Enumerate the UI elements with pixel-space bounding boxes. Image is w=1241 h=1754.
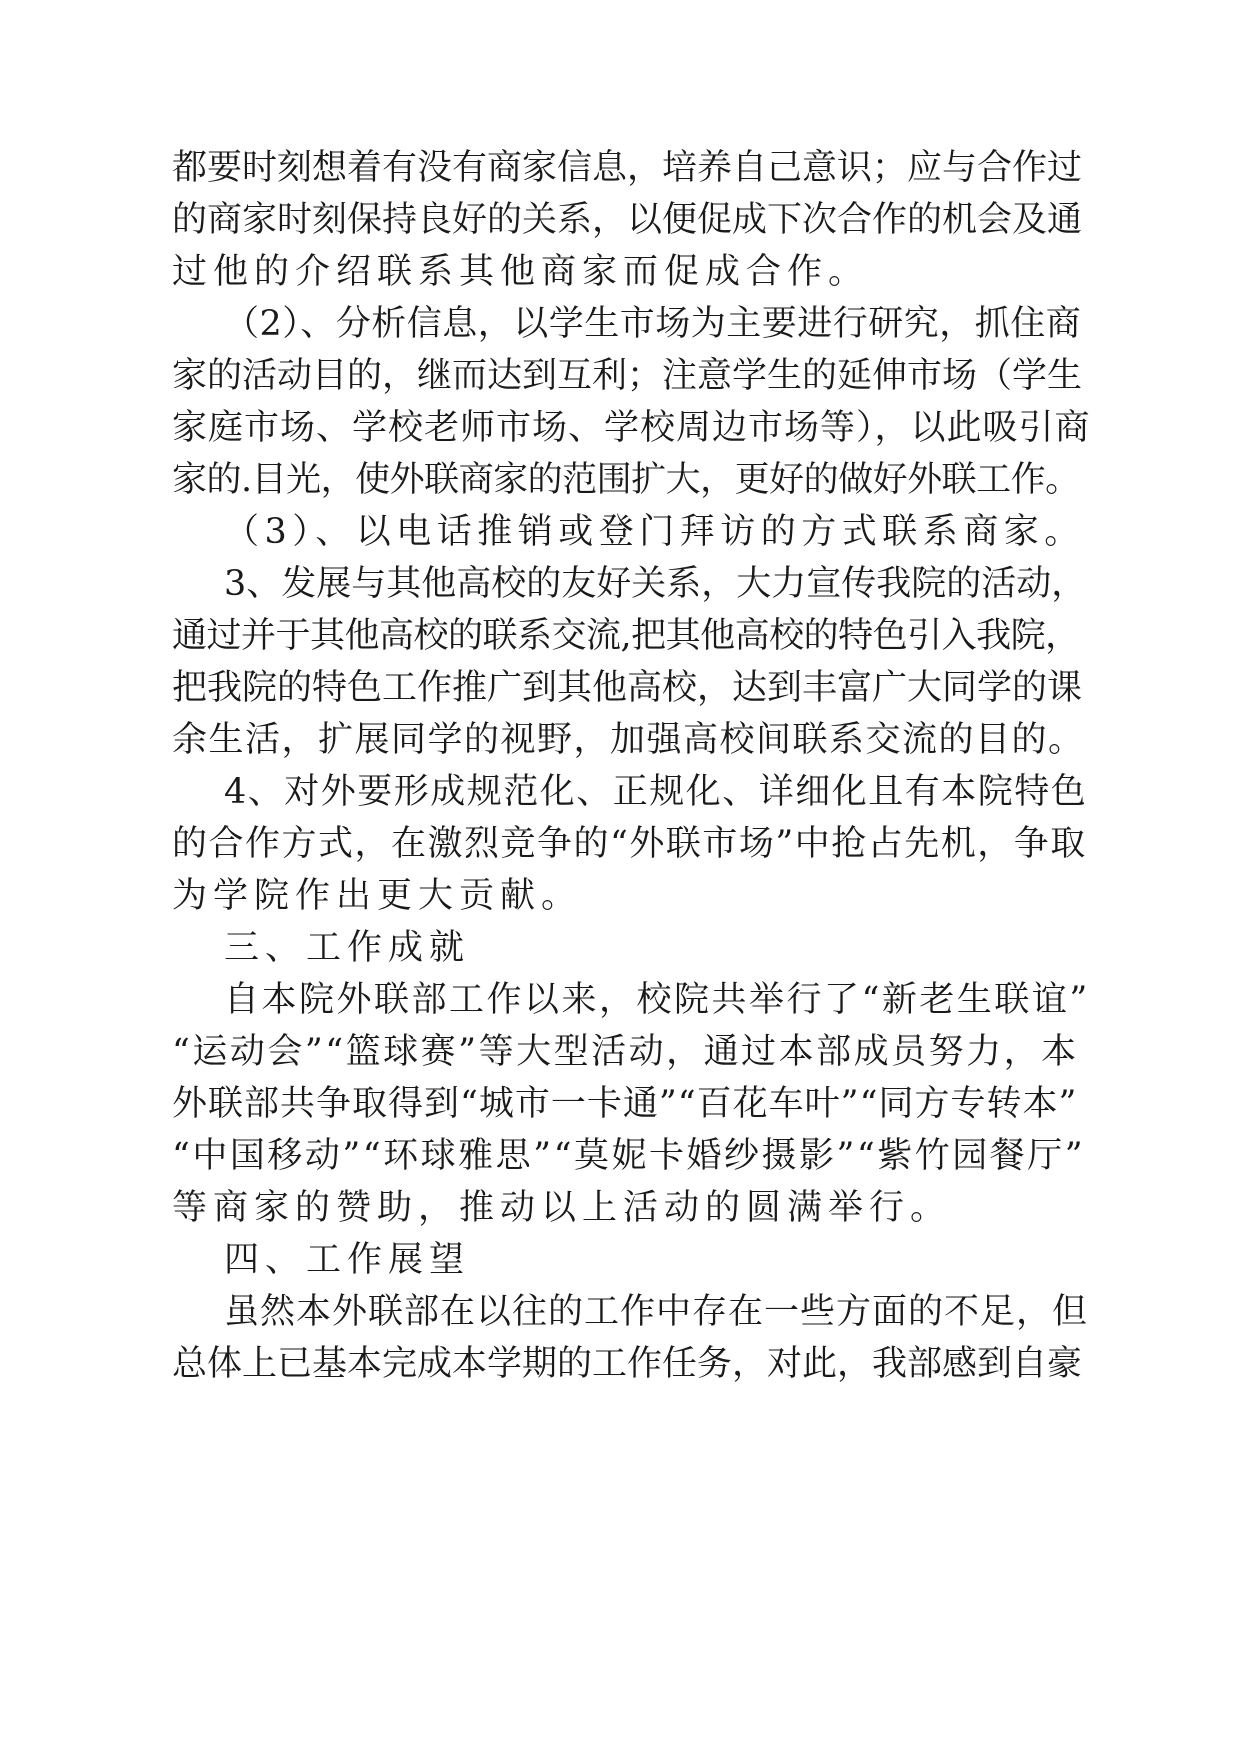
paragraph-line: （2）、分析信息，以学生市场为主要进行研究，抓住商 [224,304,1082,344]
paragraph-line: 虽然本外联部在以往的工作中存在一些方面的不足，但 [224,1292,1089,1332]
paragraph-line: 家的活动目的，继而达到互利；注意学生的延伸市场（学生 [172,356,1083,396]
paragraph-line: 家庭市场、学校老师市场、学校周边市场等），以此吸引商 [172,408,1091,448]
paragraph-line: 的商家时刻保持良好的关系，以便促成下次合作的机会及通 [172,200,1083,240]
paragraph-line: 把我院的特色工作推广到其他高校，达到丰富广大同学的课 [172,668,1083,708]
paragraph-line: 等商家的赞助，推动以上活动的圆满举行。 [172,1188,952,1228]
paragraph-line: 的合作方式，在激烈竞争的“外联市场”中抢占先机，争取 [172,824,1087,864]
paragraph-line: 4、对外要形成规范化、正规化、详细化且有本院特色 [224,772,1088,812]
paragraph-line: 3、发展与其他高校的友好关系，大力宣传我院的活动， [224,564,1087,604]
paragraph-line: 为学院作出更大贡献。 [172,876,583,916]
section-heading: 四、工作展望 [224,1240,471,1280]
paragraph-line: 通过并于其他高校的联系交流,把其他高校的特色引入我院， [172,616,1080,656]
paragraph-line: “中国移动”“环球雅思”“莫妮卡婚纱摄影”“紫竹园餐厅” [172,1136,1086,1176]
paragraph-line: 外联部共争取得到“城市一卡通”“百花车叶”“同方专转本” [172,1084,1078,1124]
section-heading: 三、工作成就 [224,928,471,968]
paragraph-line: 总体上已基本完成本学期的工作任务，对此，我部感到自豪 [172,1344,1083,1384]
paragraph-line: 过他的介绍联系其他商家而促成合作。 [172,252,870,292]
paragraph-line: 余生活，扩展同学的视野，加强高校间联系交流的目的。 [172,720,1085,760]
paragraph-line: 家的.目光，使外联商家的范围扩大，更好的做好外联工作。 [172,460,1080,500]
paragraph-line: 都要时刻想着有没有商家信息，培养自己意识；应与合作过 [172,148,1083,188]
paragraph-line: （3）、以电话推销或登门拜访的方式联系商家。 [224,512,1085,552]
paragraph-line: 自本院外联部工作以来，校院共举行了“新老生联谊” [224,980,1090,1020]
paragraph-line: “运动会”“篮球赛”等大型活动，通过本部成员努力，本 [172,1032,1079,1072]
